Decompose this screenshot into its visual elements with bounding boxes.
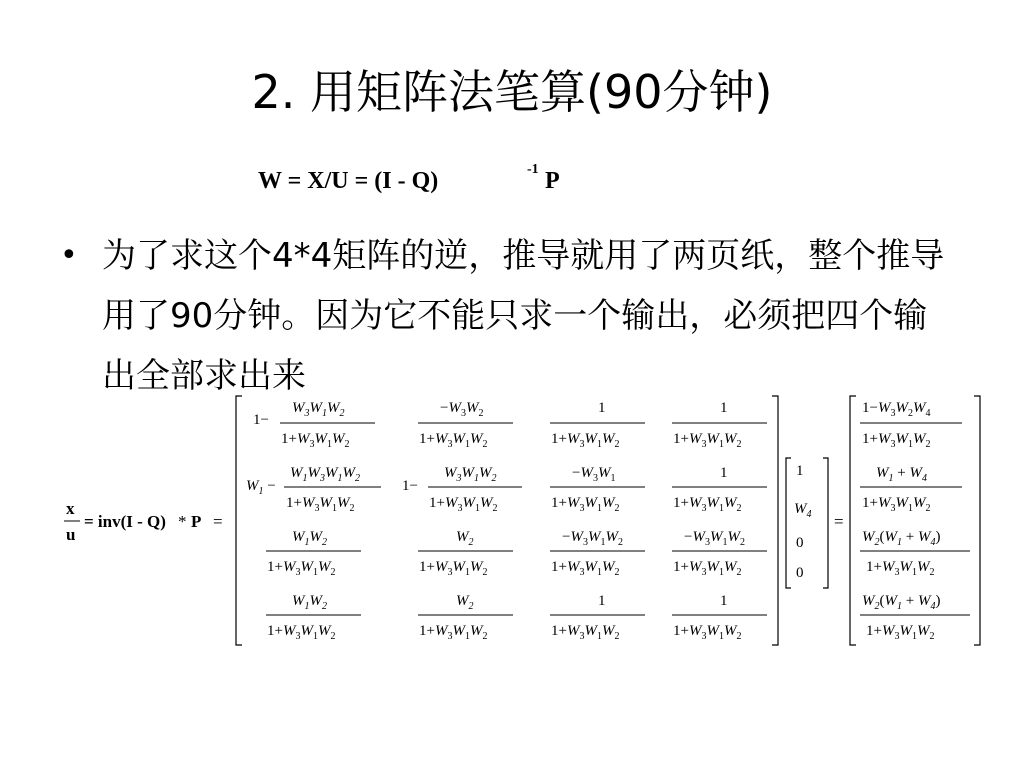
svg-text:1+W3W1W2: $1+W_3W_1W_2$ [429,495,498,514]
svg-text:1+W3W1W2: $1+W_3W_1W_2$ [419,559,488,578]
svg-text:W1 −: $W_1$ − [246,478,276,497]
svg-text:0: 0 [796,535,804,551]
svg-text:u: u [66,525,76,544]
svg-text:1+W3W1W2: $1+W_3W_1W_2$ [673,623,742,642]
svg-text:x: x [66,499,75,518]
svg-text:1+W3W1W2: $1+W_3W_1W_2$ [673,431,742,450]
formula-w [258,162,560,194]
svg-text:1+W3W1W2: $1+W_3W_1W_2$ [267,623,336,642]
svg-text:−W3W1: $-W_3W_1$ [572,465,616,484]
svg-text:W1W2: $W_1W_2$ [292,593,327,612]
svg-text:1: 1 [720,593,728,609]
svg-text:−W3W1W2: $-W_3W_1W_2$ [562,529,623,548]
svg-text:1+W3W1W2: $1+W_3W_1W_2$ [862,495,931,514]
result-vector [850,396,980,645]
svg-text:*: * [178,512,187,531]
input-vector [786,458,828,588]
svg-text:1: 1 [796,463,804,479]
svg-text:1+W3W1W2: $1+W_3W_1W_2$ [551,431,620,450]
svg-text:1: 1 [720,400,728,416]
svg-text:1+W3W1W2: $1+W_3W_1W_2$ [866,623,935,642]
equals-sign: = [834,512,844,531]
matrix-row-1 [253,400,767,450]
svg-text:-1: -1 [527,162,539,177]
svg-text:1+W3W1W2: $1+W_3W_1W_2$ [866,559,935,578]
svg-text:1+W3W1W2: $1+W_3W_1W_2$ [267,559,336,578]
svg-text:P: P [545,168,560,194]
svg-text:−W3W1W2: $-W_3W_1W_2$ [684,529,745,548]
svg-text:1+W3W1W2: $1+W_3W_1W_2$ [286,495,355,514]
svg-text:0: 0 [796,565,804,581]
svg-text:1−W3W2W4: $1-W_3W_2W_4$ [862,400,931,419]
svg-text:W1W2: $W_1W_2$ [292,529,327,548]
svg-text:1+W3W1W2: $1+W_3W_1W_2$ [419,623,488,642]
svg-text:W2: $W_2$ [456,593,474,612]
svg-text:1+W3W1W2: $1+W_3W_1W_2$ [419,431,488,450]
svg-text:1: 1 [720,465,728,481]
bullet-text: 为了求这个4*4矩阵的逆，推导就用了两页纸，整个推导用了90分钟。因为它不能只求一个输出，必须把四个输出全部求出来 [102,236,945,396]
svg-text:−W3W2: $-W_3W_2$ [440,400,484,419]
matrix-row-3 [266,529,767,578]
svg-text:1+W3W1W2: $1+W_3W_1W_2$ [551,623,620,642]
svg-text:1+W3W1W2: $1+W_3W_1W_2$ [673,559,742,578]
svg-text:W4: $W_4$ [794,501,812,520]
matrix-row-4 [266,593,767,642]
equation-lhs [64,499,223,544]
svg-text:1+W3W1W2: $1+W_3W_1W_2$ [551,559,620,578]
svg-text:1+W3W1W2: $1+W_3W_1W_2$ [673,495,742,514]
svg-text:=: = [213,512,223,531]
svg-text:W2(W1 + W4): $W_2(W_1 + W_4)$ [862,529,941,548]
svg-text:1−: 1− [253,412,269,428]
svg-text:1: 1 [598,593,606,609]
slide-title: 2. 用矩阵法笔算(90分钟) [251,65,773,119]
svg-text:W1 + W4: $W_1 + W_4$ [876,465,927,484]
svg-text:W2: $W_2$ [456,529,474,548]
svg-text:P: P [191,512,202,531]
svg-text:= inv(I - Q): = inv(I - Q) [84,512,166,531]
svg-text:W3W1W2: $W_3W_1W_2$ [292,400,345,419]
svg-text:W = X/U = (I - Q): W = X/U = (I - Q) [258,168,439,194]
svg-text:W3W1W2: $W_3W_1W_2$ [444,465,497,484]
svg-text:1+W3W1W2: $1+W_3W_1W_2$ [862,431,931,450]
svg-text:1+W3W1W2: $1+W_3W_1W_2$ [281,431,350,450]
svg-text:1+W3W1W2: $1+W_3W_1W_2$ [551,495,620,514]
matrix-row-2 [246,465,767,514]
svg-text:1−: 1− [402,478,418,494]
svg-text:W1W3W1W2: $W_1W_3W_1W_2$ [290,465,360,484]
svg-text:1: 1 [598,400,606,416]
svg-text:W2(W1 + W4): $W_2(W_1 + W_4)$ [862,593,941,612]
bullet-icon: • [60,238,78,273]
